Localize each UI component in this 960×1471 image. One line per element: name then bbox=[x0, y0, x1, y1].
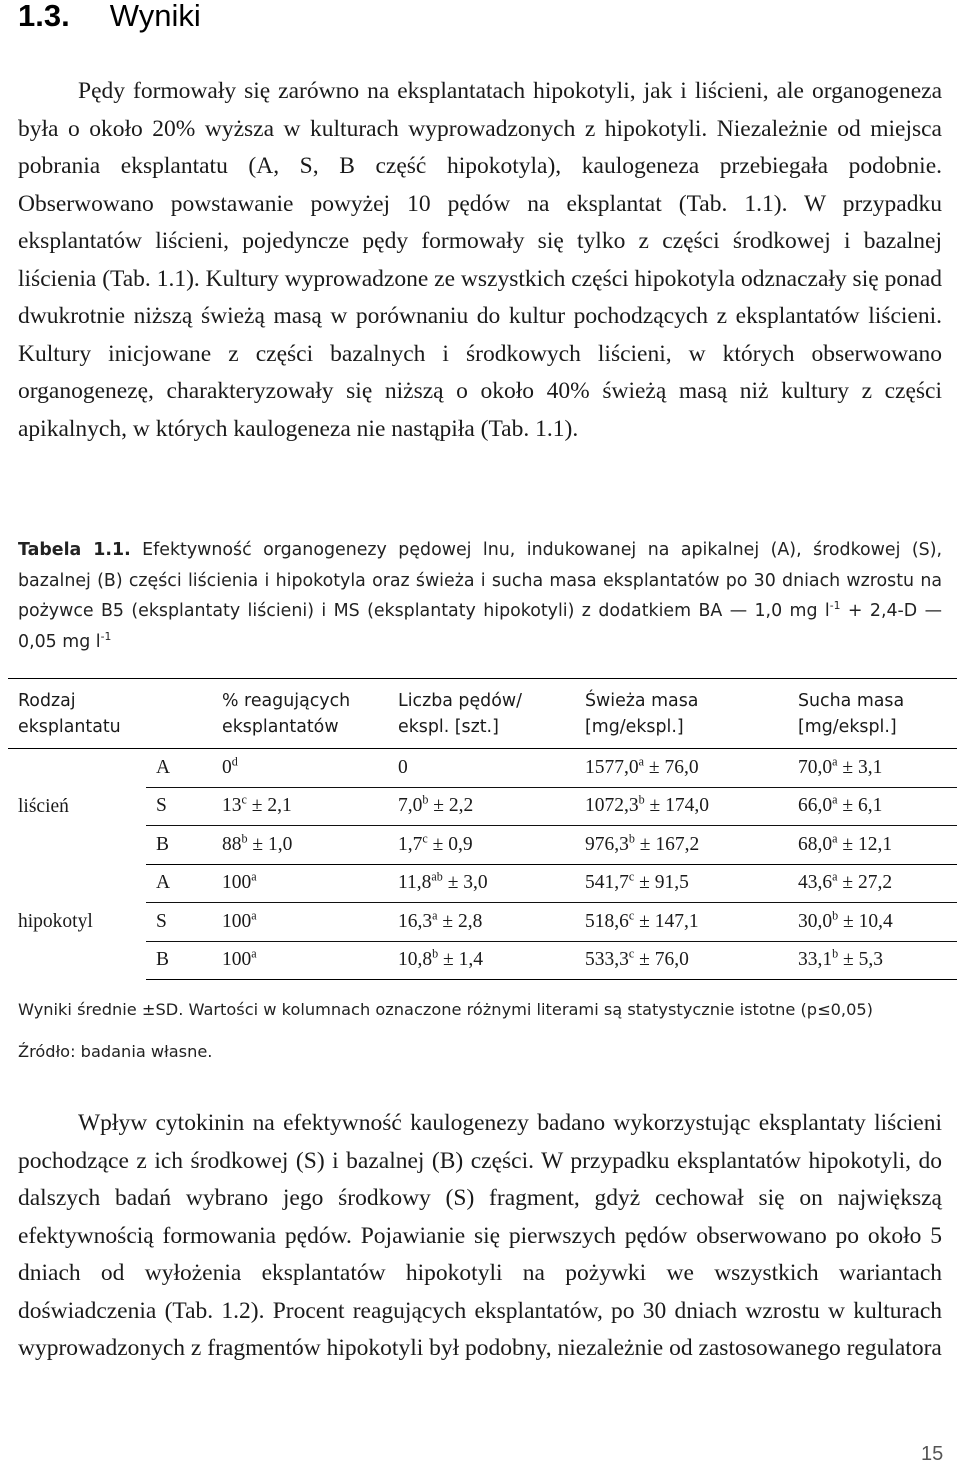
cell-shoots bbox=[388, 787, 575, 826]
significance-letter: b bbox=[241, 831, 248, 846]
cell-shoots bbox=[388, 903, 575, 942]
cell-dry bbox=[788, 903, 957, 942]
table-header-row bbox=[8, 679, 957, 749]
cell-mean: 43,6 bbox=[798, 872, 833, 894]
cell-mean: 33,1 bbox=[798, 949, 833, 971]
cell-mean: 70,0 bbox=[798, 756, 833, 778]
cell-mean: 66,0 bbox=[798, 795, 833, 817]
cell-mean: 100 bbox=[222, 910, 252, 932]
significance-letter: a bbox=[832, 831, 838, 846]
significance-letter: c bbox=[628, 908, 635, 923]
table-body bbox=[8, 749, 957, 980]
cell-sd: ± 2,1 bbox=[246, 795, 292, 817]
cell-fresh bbox=[575, 903, 788, 942]
table-row bbox=[8, 941, 957, 980]
cell-shoots bbox=[388, 749, 575, 788]
table-footnote-means: Wyniki średnie ±SD. Wartości w kolumnach oznaczone różnymi literami są statystycznie istotne (p≤0,05) bbox=[18, 1000, 873, 1019]
cell-mean: 7,0 bbox=[398, 795, 423, 817]
cell-sd: ± 2,8 bbox=[437, 910, 483, 932]
cell-mean: 976,3 bbox=[585, 833, 629, 855]
cell-mean: 100 bbox=[222, 949, 252, 971]
significance-letter: a bbox=[251, 946, 257, 961]
significance-letter: b bbox=[628, 831, 635, 846]
cell-fresh bbox=[575, 826, 788, 865]
significance-letter: b bbox=[422, 792, 429, 807]
explant-part: S bbox=[146, 903, 212, 942]
section-heading bbox=[18, 0, 201, 34]
table-row bbox=[8, 787, 957, 826]
table-source-note: Źródło: badania własne. bbox=[18, 1042, 213, 1061]
significance-letter: a bbox=[432, 908, 438, 923]
cell-sd: ± 3,1 bbox=[837, 756, 883, 778]
significance-letter: b bbox=[638, 792, 645, 807]
section-title: Wyniki bbox=[109, 0, 201, 33]
cell-mean: 1072,3 bbox=[585, 795, 639, 817]
significance-letter: ab bbox=[431, 869, 443, 884]
cell-mean: 1,7 bbox=[398, 833, 423, 855]
cell-dry bbox=[788, 864, 957, 903]
table-row bbox=[8, 826, 957, 865]
cell-shoots bbox=[388, 826, 575, 865]
significance-letter: b bbox=[832, 946, 839, 961]
cell-sd: ± 10,4 bbox=[838, 910, 893, 932]
section-number: 1.3. bbox=[18, 0, 70, 33]
cell-sd: ± 147,1 bbox=[634, 910, 699, 932]
cell-sd: ± 0,9 bbox=[427, 833, 473, 855]
cell-sd: ± 27,2 bbox=[837, 872, 893, 894]
header-dry-mass: Sucha masa [mg/ekspl.] bbox=[788, 679, 957, 749]
significance-letter: a bbox=[832, 869, 838, 884]
table-row bbox=[8, 903, 957, 942]
table-row bbox=[8, 864, 957, 903]
explant-group-label: hipokotyl bbox=[18, 910, 93, 932]
significance-letter: b bbox=[832, 908, 839, 923]
cell-mean: 13 bbox=[222, 795, 242, 817]
cell-sd: ± 91,5 bbox=[634, 872, 689, 894]
header-spacer bbox=[146, 679, 212, 749]
header-shoot-count: Liczba pędów/ ekspl. [szt.] bbox=[388, 679, 575, 749]
cell-shoots bbox=[388, 864, 575, 903]
cell-sd: ± 3,0 bbox=[442, 872, 488, 894]
cell-dry bbox=[788, 826, 957, 865]
cell-mean: 100 bbox=[222, 872, 252, 894]
cell-pct bbox=[212, 749, 388, 788]
significance-letter: b bbox=[432, 946, 439, 961]
header-fresh-mass: Świeża masa [mg/ekspl.] bbox=[575, 679, 788, 749]
cell-sd: ± 6,1 bbox=[837, 795, 883, 817]
results-paragraph-1 bbox=[18, 73, 942, 448]
cell-mean: 88 bbox=[222, 833, 242, 855]
explant-part: A bbox=[146, 749, 212, 788]
significance-letter: c bbox=[628, 869, 635, 884]
cell-sd: ± 5,3 bbox=[838, 949, 883, 971]
cell-pct bbox=[212, 826, 388, 865]
cell-sd: ± 12,1 bbox=[837, 833, 893, 855]
significance-letter: d bbox=[231, 754, 238, 769]
cell-mean: 68,0 bbox=[798, 833, 833, 855]
significance-letter: c bbox=[628, 946, 635, 961]
unit-exponent: -1 bbox=[829, 599, 841, 613]
paragraph-text: Wpływ cytokinin na efektywność kaulogenezy badano wykorzystując eksplantaty liścieni pochodzące z ich środkowej (S) i bazalnej (B) części. W przypadku eksplantatów hipokotyli, do dalszych badań wybrano jego środkowy (S) fragment, gdyż cechował się on największą efektywnością formowania pędów. Pojawianie się pierwszych pędów obserwowano po około 5 dniach od wyłożenia eksplantatów hipokotyli na pożywki we wszystkich wariantach doświadczenia (Tab. 1.2). Procent reagujących eksplantatów, po 30 dniach wzrostu w kulturach wyprowadzonych z fragmentów hipokotyli był podobny, niezależnie od zastosowanego regulatora bbox=[18, 1110, 942, 1361]
cell-mean: 10,8 bbox=[398, 949, 433, 971]
cell-mean: 0 bbox=[222, 756, 232, 778]
cell-mean: 11,8 bbox=[398, 872, 432, 894]
cell-fresh bbox=[575, 787, 788, 826]
cell-fresh bbox=[575, 864, 788, 903]
header-explant-type: Rodzaj eksplantatu bbox=[8, 679, 146, 749]
explant-part: B bbox=[146, 941, 212, 980]
page-number: 15 bbox=[921, 1443, 944, 1465]
cell-sd: ± 1,4 bbox=[438, 949, 483, 971]
cell-mean: 0 bbox=[398, 756, 408, 778]
table-caption-text-2: + 2,4-D — 0,05 mg l bbox=[18, 601, 942, 652]
table-caption-text: Efektywność organogenezy pędowej lnu, indukowanej na apikalnej (A), środkowej (S), bazalnej (B) części liścienia i hipokotyla oraz świeża i sucha masa eksplantatów po 30 dniach wzrostu na pożywce B5 (eksplantaty liścieni) i MS (eksplantaty hipokotyli) z dodatkiem BA — 1,0 mg l bbox=[18, 540, 943, 621]
cell-sd: ± 174,0 bbox=[644, 795, 709, 817]
explant-part: A bbox=[146, 864, 212, 903]
cell-mean: 1577,0 bbox=[585, 756, 639, 778]
unit-exponent: -1 bbox=[100, 629, 112, 643]
paragraph-text: Pędy formowały się zarówno na eksplantatach hipokotyli, jak i liścieni, ale organogeneza była o około 20% wyższa w kulturach wyprowadzonych z hipokotyli. Niezależnie od miejsca pobrania eksplantatu (A, S, B część hipokotyla), kaulogeneza przebiegała podobnie. Obserwowano powstawanie powyżej 10 pędów na eksplantat (Tab. 1.1). W przypadku eksplantatów liścieni, pojedyncze pędy formowały się tylko z części środkowej i bazalnej liścienia (Tab. 1.1). Kultury wyprowadzone ze wszystkich części hipokotyla odznaczały się ponad dwukrotnie niższą świeżą masą w porównaniu do kultur pochodzących z eksplantatów liścieni. Kultury inicjowane z części bazalnych i środkowych liścieni, w których obserwowano organogenezę, charakteryzowały się niższą o około 40% świeżą masą niż kultury z części apikalnych, w których kaulogeneza nie nastąpiła (Tab. 1.1). bbox=[18, 78, 942, 442]
significance-letter: a bbox=[832, 792, 838, 807]
cell-sd: ± 76,0 bbox=[634, 949, 689, 971]
explant-group-label: liścień bbox=[18, 795, 69, 817]
header-percent-reacting: % reagujących eksplantatów bbox=[212, 679, 388, 749]
cell-shoots bbox=[388, 941, 575, 980]
explant-part: S bbox=[146, 787, 212, 826]
results-paragraph-2 bbox=[18, 1105, 942, 1368]
significance-letter: a bbox=[638, 754, 644, 769]
cell-mean: 533,3 bbox=[585, 949, 629, 971]
cell-fresh bbox=[575, 749, 788, 788]
cell-dry bbox=[788, 941, 957, 980]
significance-letter: a bbox=[251, 869, 257, 884]
cell-pct bbox=[212, 941, 388, 980]
table-caption-label: Tabela 1.1. bbox=[18, 540, 131, 560]
cell-pct bbox=[212, 903, 388, 942]
table-caption bbox=[18, 535, 942, 657]
explant-part: B bbox=[146, 826, 212, 865]
cell-sd: ± 1,0 bbox=[247, 833, 293, 855]
significance-letter: c bbox=[241, 792, 247, 807]
significance-letter: c bbox=[422, 831, 428, 846]
table-row bbox=[8, 749, 957, 788]
cell-mean: 518,6 bbox=[585, 910, 629, 932]
results-table bbox=[8, 678, 957, 980]
cell-mean: 541,7 bbox=[585, 872, 629, 894]
cell-mean: 16,3 bbox=[398, 910, 433, 932]
cell-dry bbox=[788, 787, 957, 826]
cell-dry bbox=[788, 749, 957, 788]
cell-sd: ± 167,2 bbox=[634, 833, 700, 855]
cell-mean: 30,0 bbox=[798, 910, 833, 932]
cell-sd: ± 76,0 bbox=[644, 756, 699, 778]
significance-letter: a bbox=[832, 754, 838, 769]
cell-fresh bbox=[575, 941, 788, 980]
cell-sd: ± 2,2 bbox=[428, 795, 474, 817]
cell-pct bbox=[212, 864, 388, 903]
significance-letter: a bbox=[251, 908, 257, 923]
cell-pct bbox=[212, 787, 388, 826]
